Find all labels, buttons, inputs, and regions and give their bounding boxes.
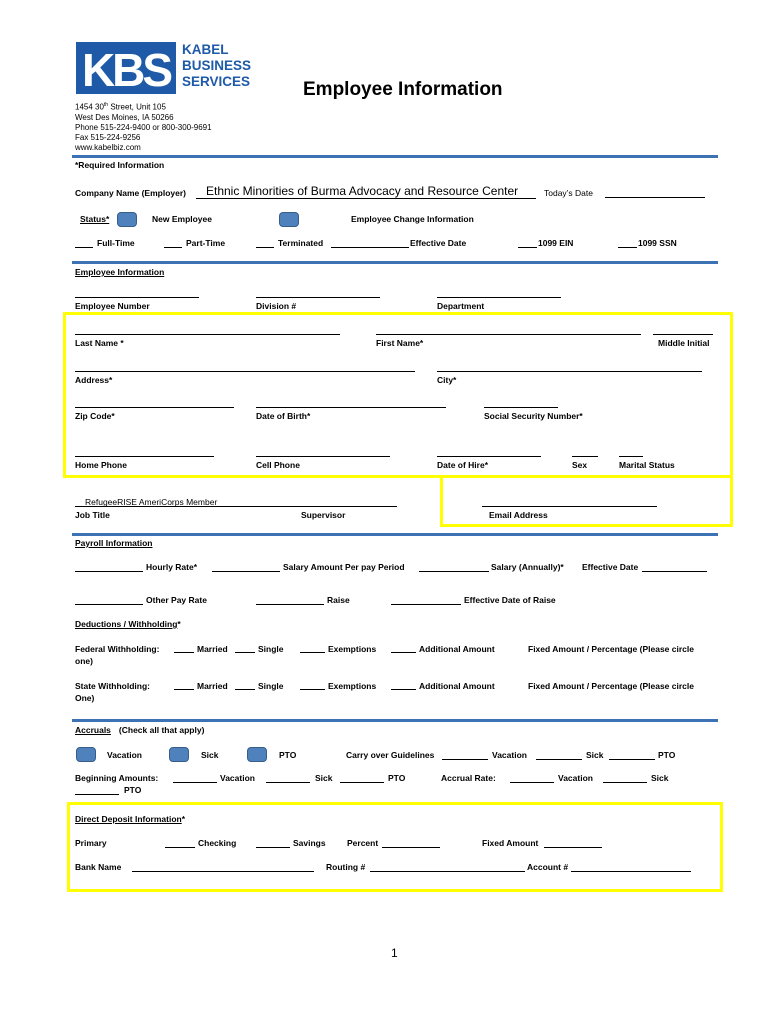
company-address [75,100,212,153]
percent-label: Percent [347,838,379,848]
carry-sick-label: Sick [586,750,604,760]
federal-married-label: Married [197,644,228,654]
account-field[interactable] [571,871,691,872]
last-name-field[interactable] [75,334,340,335]
state-additional-label: Additional Amount [419,681,495,691]
full-time-field[interactable] [75,247,93,248]
divider [72,719,718,722]
part-time-field[interactable] [164,247,182,248]
page-title: Employee Information [303,79,503,100]
federal-label-cont: one) [75,656,93,666]
salary-annual-field[interactable] [419,571,489,572]
logo-letters: KBS [81,44,171,94]
carry-vacation-field[interactable] [442,759,488,760]
ssn-1099-label: 1099 SSN [638,238,677,248]
hourly-rate-label: Hourly Rate* [146,562,198,572]
ein-label: 1099 EIN [538,238,574,248]
carry-sick-field[interactable] [536,759,582,760]
beginning-amounts-label: Beginning Amounts: [75,773,159,783]
middle-initial-field[interactable] [653,334,713,335]
last-name-label: Last Name * [75,338,124,348]
pto-label: PTO [279,750,297,760]
carry-over-label: Carry over Guidelines [346,750,435,760]
vacation-checkbox[interactable] [76,747,96,762]
ssn-field[interactable] [484,407,558,408]
hourly-rate-field[interactable] [75,571,143,572]
federal-fixed-label: Fixed Amount / Percentage (Please circle [528,644,694,654]
payroll-heading: Payroll Information [75,538,153,548]
company-name-value: Ethnic Minorities of Burma Advocacy and Resource Center [206,184,519,198]
kbs-logo-mark [76,42,176,94]
dob-label: Date of Birth* [256,411,311,421]
carry-pto-field[interactable] [609,759,655,760]
accrual-rate-label: Accrual Rate: [441,773,496,783]
email-label: Email Address [489,510,548,520]
logo-line-1: KABEL [182,42,229,57]
middle-initial-label: Middle Initial [658,338,710,348]
company-name-field[interactable] [196,198,536,199]
federal-exemptions-label: Exemptions [328,644,377,654]
zip-field[interactable] [75,407,234,408]
carry-pto-label: PTO [658,750,676,760]
federal-additional-label: Additional Amount [419,644,495,654]
division-field[interactable] [256,297,380,298]
state-exemptions-label: Exemptions [328,681,377,691]
required-note: *Required Information [75,160,165,170]
department-field[interactable] [437,297,561,298]
federal-single-label: Single [258,644,284,654]
divider [72,261,718,264]
other-pay-field[interactable] [75,604,143,605]
state-additional-field[interactable] [391,689,416,690]
vacation-label: Vacation [107,750,142,760]
employee-info-heading: Employee Information [75,267,165,277]
bank-name-field[interactable] [132,871,314,872]
marital-field[interactable] [619,456,643,457]
other-pay-label: Other Pay Rate [146,595,207,605]
hire-date-field[interactable] [437,456,541,457]
page-number: 1 [391,946,398,960]
highlight-box [440,475,733,527]
ein-field[interactable] [518,247,537,248]
company-name-label: Company Name (Employer) [75,188,186,198]
begin-vacation-label: Vacation [220,773,255,783]
status-label: Status* [80,214,110,224]
part-time-label: Part-Time [186,238,226,248]
employee-number-field[interactable] [75,297,199,298]
state-single-label: Single [258,681,284,691]
checking-label: Checking [198,838,237,848]
terminated-field[interactable] [256,247,274,248]
savings-label: Savings [293,838,326,848]
address-fax: Fax 515-224-9256 [75,132,141,142]
deductions-heading: Deductions / Withholding* [75,619,181,629]
routing-label: Routing # [326,862,366,872]
raise-field[interactable] [256,604,324,605]
primary-label: Primary [75,838,107,848]
federal-label: Federal Withholding: [75,644,160,654]
cell-phone-field[interactable] [256,456,390,457]
routing-field[interactable] [370,871,525,872]
raise-date-field[interactable] [391,604,461,605]
sex-field[interactable] [572,456,598,457]
effective-date-label: Effective Date [410,238,467,248]
address-phone: Phone 515-224-9400 or 800-300-9691 [75,122,212,132]
employee-change-checkbox[interactable] [279,212,299,227]
dob-field[interactable] [256,407,446,408]
home-phone-field[interactable] [75,456,214,457]
raise-label: Raise [327,595,350,605]
checking-field[interactable] [165,847,195,848]
state-exemptions-field[interactable] [300,689,325,690]
rate-sick-label: Sick [651,773,669,783]
federal-single-field[interactable] [235,652,255,653]
accruals-heading: Accruals (Check all that apply) [75,725,205,735]
new-employee-label: New Employee [152,214,212,224]
supervisor-label: Supervisor [301,510,346,520]
company-logo [76,42,176,94]
effective-date-field[interactable] [331,247,409,248]
state-label-cont: One) [75,693,95,703]
sick-label: Sick [201,750,219,760]
sick-checkbox[interactable] [169,747,189,762]
fixed-amount-label: Fixed Amount [482,838,539,848]
ssn-1099-field[interactable] [618,247,637,248]
zip-label: Zip Code* [75,411,115,421]
state-single-field[interactable] [235,689,255,690]
employee-change-label: Employee Change Information [351,214,474,224]
begin-sick-label: Sick [315,773,333,783]
logo-line-2: BUSINESS [182,58,252,73]
salary-period-field[interactable] [212,571,280,572]
savings-field[interactable] [256,847,290,848]
fixed-amount-field[interactable] [544,847,602,848]
hire-date-label: Date of Hire* [437,460,489,470]
cell-phone-label: Cell Phone [256,460,300,470]
job-title-label: Job Title [75,510,110,520]
state-fixed-label: Fixed Amount / Percentage (Please circle [528,681,694,691]
salary-annual-label: Salary (Annually)* [491,562,564,572]
marital-label: Marital Status [619,460,675,470]
divider [72,533,718,536]
bank-name-label: Bank Name [75,862,122,872]
federal-married-field[interactable] [174,652,194,653]
address-label: Address* [75,375,113,385]
rate-vacation-field[interactable] [510,782,554,783]
divider [72,155,718,158]
carry-vacation-label: Vacation [492,750,527,760]
todays-date-label: Today’s Date [544,188,593,198]
begin-sick-field[interactable] [266,782,310,783]
address-field[interactable] [75,371,415,372]
percent-field[interactable] [382,847,440,848]
rate-pto-label: PTO [124,785,142,795]
city-field[interactable] [437,371,702,372]
logo-text [182,42,251,90]
federal-additional-field[interactable] [391,652,416,653]
account-label: Account # [527,862,569,872]
highlight-box [63,312,733,478]
raise-date-label: Effective Date of Raise [464,595,556,605]
begin-vacation-field[interactable] [173,782,217,783]
ssn-label: Social Security Number* [484,411,583,421]
state-label: State Withholding: [75,681,150,691]
deposit-heading: Direct Deposit Information* [75,814,186,824]
federal-exemptions-field[interactable] [300,652,325,653]
division-label: Division # [256,301,297,311]
state-married-field[interactable] [174,689,194,690]
home-phone-label: Home Phone [75,460,127,470]
address-city: West Des Moines, IA 50266 [75,112,174,122]
begin-pto-label: PTO [388,773,406,783]
rate-sick-field[interactable] [603,782,647,783]
state-married-label: Married [197,681,228,691]
sex-label: Sex [572,460,588,470]
rate-pto-field[interactable] [75,794,119,795]
first-name-label: First Name* [376,338,424,348]
first-name-field[interactable] [376,334,641,335]
logo-line-3: SERVICES [182,74,251,89]
email-field[interactable] [482,506,657,507]
job-title-value: RefugeeRISE AmeriCorps Member [85,497,218,507]
new-employee-checkbox[interactable] [117,212,137,227]
payroll-effective-date-field[interactable] [642,571,707,572]
todays-date-field[interactable] [605,197,705,198]
begin-pto-field[interactable] [340,782,384,783]
full-time-label: Full-Time [97,238,135,248]
address-street: 1454 30th Street, Unit 105 [75,102,166,112]
salary-period-label: Salary Amount Per pay Period [283,562,405,572]
employee-number-label: Employee Number [75,301,150,311]
terminated-label: Terminated [278,238,324,248]
payroll-effective-date-label: Effective Date [582,562,639,572]
address-web: www.kabelbiz.com [75,142,141,152]
pto-checkbox[interactable] [247,747,267,762]
department-label: Department [437,301,485,311]
rate-vacation-label: Vacation [558,773,593,783]
city-label: City* [437,375,457,385]
